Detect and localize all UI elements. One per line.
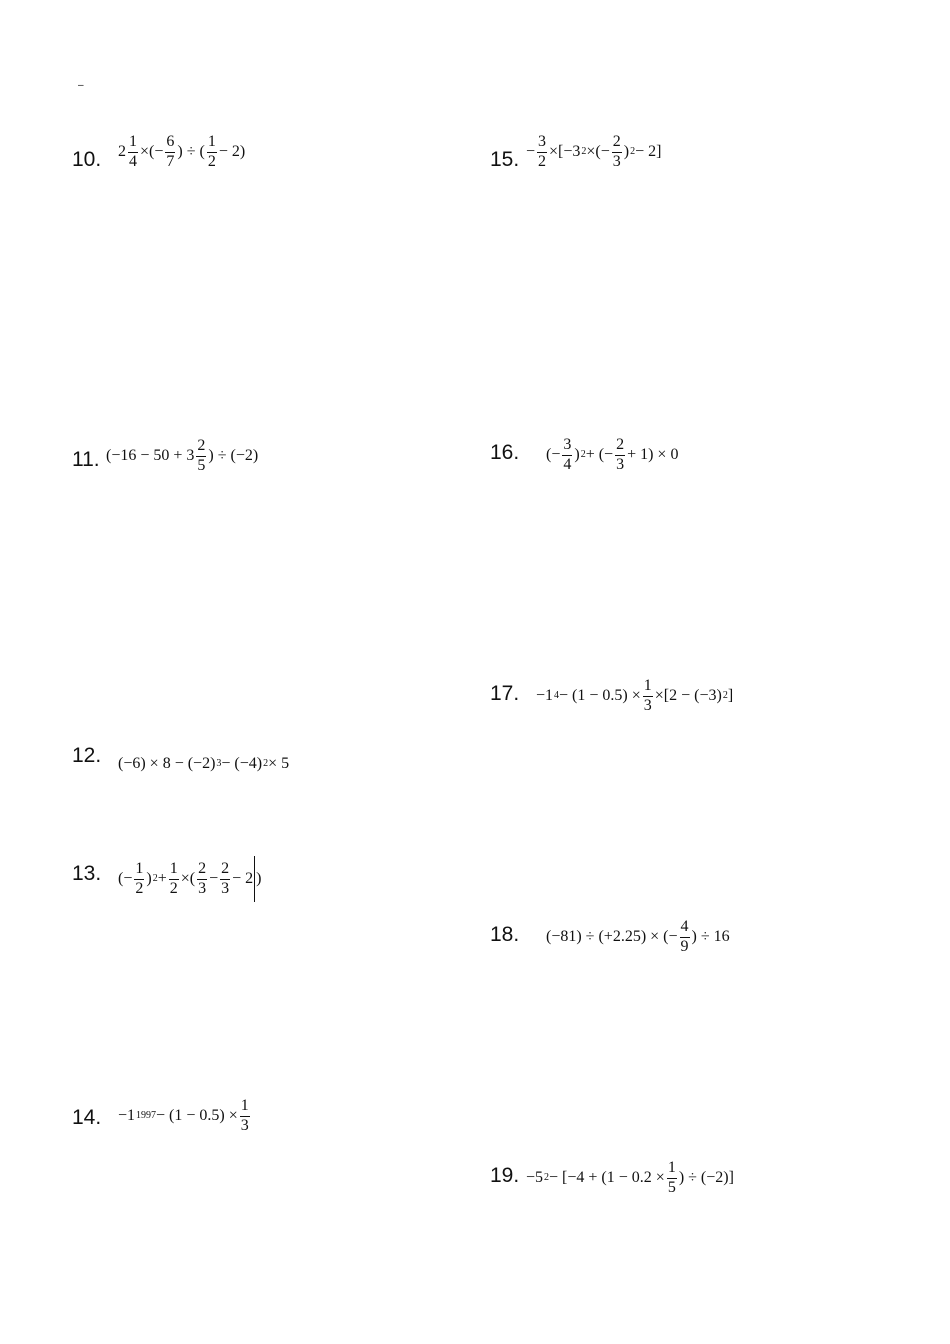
fraction [165, 134, 175, 171]
denominator: 3 [198, 879, 207, 897]
expr-text: (− [546, 446, 561, 464]
numerator: 6 [166, 133, 175, 150]
numerator: 2 [612, 133, 621, 150]
denominator: 5 [197, 456, 206, 474]
fraction [169, 861, 179, 898]
header-mark: – [78, 80, 84, 91]
expr-text: ×(− [140, 143, 164, 161]
expr-text: −5 [526, 1169, 544, 1187]
problem-expression [546, 437, 678, 474]
exponent: 1997 [136, 1110, 157, 1122]
denominator: 7 [166, 152, 175, 170]
expr-text: − (1 − 0.5) × [559, 687, 641, 705]
expr-text: ) [623, 143, 630, 161]
fraction [128, 134, 138, 171]
problem-number: 19. [490, 1164, 520, 1187]
exponent: 2 [630, 146, 636, 158]
numerator: 3 [538, 133, 547, 150]
denominator: 4 [563, 455, 572, 473]
expr-text: −1 [536, 687, 554, 705]
denominator: 3 [643, 696, 652, 714]
expr-text: + 1) × 0 [627, 446, 679, 464]
expr-text: × 5 [268, 755, 290, 772]
fraction [240, 1098, 250, 1135]
denominator: 3 [612, 152, 621, 170]
problem-number: 10. [72, 148, 102, 171]
expr-text: ×[2 − (−3) [654, 687, 722, 705]
expr-text: − (1 − 0.5) × [156, 1107, 238, 1125]
expr-text: ×[−3 [549, 143, 581, 161]
denominator: 3 [240, 1116, 249, 1134]
vertical-bar [254, 856, 255, 902]
expr-text: ) [574, 446, 580, 464]
fraction [220, 861, 230, 898]
numerator: 1 [207, 133, 216, 150]
exponent: 4 [554, 690, 560, 702]
expr-text: ) ÷ (−2)] [678, 1169, 734, 1187]
denominator: 3 [616, 455, 625, 473]
exponent: 2 [544, 1172, 550, 1184]
numerator: 2 [197, 437, 206, 454]
expr-text: − (−4) [221, 755, 263, 772]
expr-text: − [526, 143, 536, 161]
exponent: 2 [263, 758, 269, 769]
problem-expression [118, 856, 261, 902]
numerator: 4 [680, 918, 689, 935]
expr-text: ) [146, 870, 152, 887]
expr-text: ) ÷ 16 [691, 928, 730, 946]
fraction [615, 437, 625, 474]
denominator: 3 [221, 879, 230, 897]
expr-text: ×( [180, 870, 196, 887]
problem-number: 11. [72, 448, 100, 471]
numerator: 2 [198, 859, 207, 877]
expr-text: (− [118, 870, 133, 887]
problem-number: 16. [490, 441, 520, 464]
expr-text: (−81) ÷ (+2.25) × (− [546, 928, 678, 946]
expr-text: − 2) [218, 143, 246, 161]
expr-text: − 2] [635, 143, 662, 161]
problem-number: 12. [72, 744, 102, 767]
problem-number: 17. [490, 682, 520, 705]
problem-expression [526, 134, 661, 171]
expr-text: 2 [118, 143, 126, 161]
denominator: 9 [680, 937, 689, 955]
expr-text: (−6) × 8 − (−2) [118, 755, 216, 772]
fraction [207, 134, 217, 171]
numerator: 1 [169, 859, 178, 877]
expr-text: ) ÷ ( [177, 143, 205, 161]
exponent: 2 [580, 449, 586, 461]
expr-text: ) [256, 870, 262, 887]
numerator: 2 [616, 436, 625, 453]
fraction [537, 134, 547, 171]
problem-number: 13. [72, 862, 102, 885]
problem-expression [118, 756, 289, 772]
problem-expression [118, 134, 245, 171]
expr-text: ] [727, 687, 734, 705]
fraction [196, 438, 206, 475]
denominator: 2 [169, 879, 178, 897]
expr-text: + [157, 870, 167, 887]
denominator: 2 [538, 152, 547, 170]
expr-text: (−16 − 50 + 3 [106, 447, 195, 465]
exponent: 2 [581, 146, 587, 158]
denominator: 2 [207, 152, 216, 170]
problem-number: 15. [490, 148, 520, 171]
fraction [667, 1160, 677, 1197]
fraction [643, 678, 653, 715]
numerator: 3 [563, 436, 572, 453]
problem-number: 14. [72, 1106, 102, 1129]
numerator: 2 [221, 859, 230, 877]
problem-expression [526, 1160, 734, 1197]
expr-text: − [209, 870, 219, 887]
expr-text: + (− [585, 446, 614, 464]
problem-expression [536, 678, 733, 715]
denominator: 2 [135, 879, 144, 897]
fraction [680, 919, 690, 956]
numerator: 1 [135, 859, 144, 877]
exponent: 2 [152, 873, 158, 884]
exponent: 2 [722, 690, 728, 702]
problem-number: 18. [490, 923, 520, 946]
fraction [562, 437, 572, 474]
denominator: 4 [129, 152, 137, 170]
fraction [612, 134, 622, 171]
numerator: 1 [129, 133, 137, 150]
expr-text: − [−4 + (1 − 0.2 × [549, 1169, 665, 1187]
problem-expression [106, 438, 258, 475]
expr-text: − 2 [232, 870, 254, 887]
problem-expression [546, 919, 730, 956]
exponent: 3 [216, 758, 222, 769]
fraction [134, 861, 144, 898]
numerator: 1 [643, 677, 652, 694]
fraction [197, 861, 207, 898]
numerator: 1 [667, 1159, 676, 1176]
expr-text: −1 [118, 1107, 136, 1125]
numerator: 1 [240, 1097, 249, 1114]
expr-text: ×(− [586, 143, 610, 161]
expr-text: ) ÷ (−2) [208, 447, 259, 465]
problem-expression [118, 1098, 252, 1135]
denominator: 5 [667, 1178, 676, 1196]
